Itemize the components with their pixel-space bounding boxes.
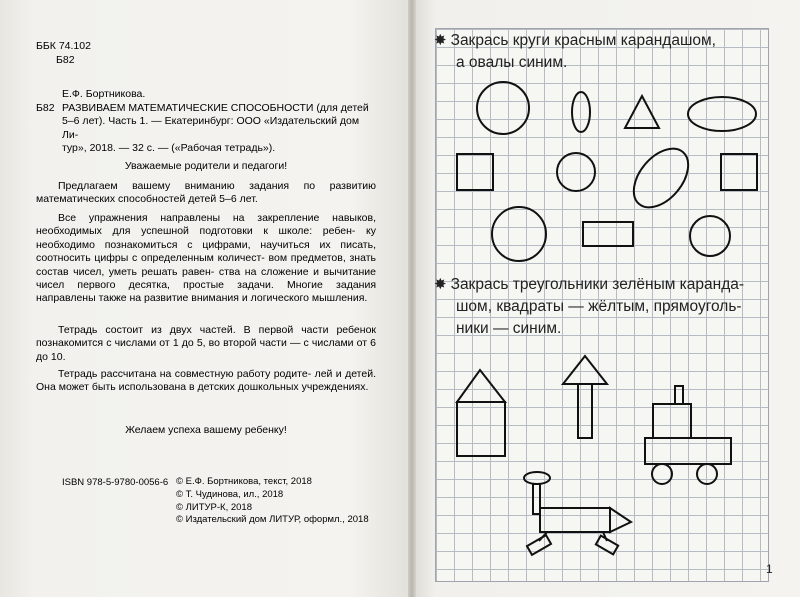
task-line: ники — синим.: [456, 320, 562, 337]
rectangle-shape[interactable]: [540, 508, 610, 532]
triangle-shape[interactable]: [457, 370, 505, 402]
text-line: лей и детей. Она может быть использована в детских: [36, 368, 376, 394]
rectangle-shape[interactable]: [645, 438, 731, 464]
copyright-line: © Т. Чудинова, ил., 2018: [176, 488, 284, 500]
text-line: Предлагаем вашему вниманию задания по развитию: [58, 180, 376, 192]
task-line: а овалы синим.: [456, 54, 568, 71]
rectangle-shape[interactable]: [583, 222, 633, 246]
rectangle-shape[interactable]: [533, 484, 540, 514]
square-shape[interactable]: [457, 402, 505, 456]
house-figure: [457, 370, 505, 456]
square-shape[interactable]: [721, 154, 757, 190]
isbn: ISBN 978-5-9780-0056-6: [62, 477, 169, 488]
page-number: 1: [766, 562, 773, 576]
circle-shape[interactable]: [492, 207, 546, 261]
text-line: Тетрадь состоит из двух частей. В первой части: [58, 324, 329, 336]
text-line: ребенок познакомится с числами от 1 до 5, во второй: [36, 324, 376, 350]
circle-shape[interactable]: [652, 464, 672, 484]
circle-shape[interactable]: [690, 216, 730, 256]
greeting-heading: Уважаемые родители и педагоги!: [124, 160, 288, 172]
copyright-block: [176, 476, 369, 527]
rectangle-shape[interactable]: [578, 384, 592, 438]
oval-shape[interactable]: [623, 138, 699, 217]
paragraph-exercises: [36, 212, 376, 306]
oval-shape[interactable]: [524, 472, 550, 484]
text-line: простые задачи. Многие задания направлены также на: [36, 279, 377, 305]
copyright-line: © Издательский дом ЛИТУР, оформл., 2018: [176, 514, 369, 526]
author-name: Е.Ф. Бортникова.: [62, 88, 146, 100]
bib-line: 5–6 лет). Часть 1. — Екатеринбург: ООО «Издательский дом Ли-: [62, 115, 360, 141]
author-code-side: Б82: [36, 102, 55, 114]
bib-line: тур», 2018. — 32 с. — («Рабочая тетрадь»).: [62, 142, 276, 155]
copyright-line: © ЛИТУР-К, 2018: [176, 501, 252, 513]
square-shape[interactable]: [457, 154, 493, 190]
paragraph-parts: [36, 324, 376, 364]
triangle-shape[interactable]: [625, 96, 659, 128]
text-line: ку необходимо познакомиться с цифрами, научиться их: [36, 225, 376, 251]
book-spine: [408, 0, 416, 597]
copyright-line: © Е.Ф. Бортникова, текст, 2018: [176, 476, 312, 487]
text-line: части — с числами от 6 до 10.: [36, 337, 376, 363]
closing-wish: Желаем успеха вашему ребенку!: [125, 424, 287, 436]
oval-shape[interactable]: [572, 92, 590, 132]
text-line: Тетрадь рассчитана на совместную работу родите-: [58, 368, 312, 380]
arrow-figure: [563, 356, 607, 438]
rectangle-shape[interactable]: [527, 535, 551, 555]
text-line: писать, соотносить цифры с определенным количест-: [36, 238, 376, 265]
horse-figure: [524, 472, 631, 555]
text-line: дошкольных учреждениях.: [237, 381, 369, 394]
triangle-shape[interactable]: [610, 508, 631, 532]
triangle-shape[interactable]: [563, 356, 607, 384]
circle-shape[interactable]: [557, 153, 595, 191]
bibliographic-record: [62, 102, 372, 156]
bib-line: РАЗВИВАЕМ МАТЕМАТИЧЕСКИЕ СПОСОБНОСТИ (для детей: [62, 102, 369, 114]
text-line: необходимых для успешной подготовки к школе: ребен-: [36, 225, 356, 238]
square-shape[interactable]: [653, 404, 691, 438]
star-icon: ✸: [434, 276, 447, 293]
task-text: Закрась круги красным карандашом,: [450, 32, 716, 49]
bbk-code: ББК 74.102: [36, 40, 91, 52]
task-line: шом, квадраты — жёлтым, прямоуголь-: [456, 298, 742, 315]
circle-shape[interactable]: [477, 82, 529, 134]
text-line: математических способностей детей 5–6 лет.: [36, 193, 258, 206]
text-line: развитие внимания и логического мышления.: [144, 292, 368, 305]
shapes-drawing: [435, 28, 767, 580]
task-text: Закрась треугольники зелёным каранда-: [450, 276, 745, 293]
author-code-top: Б82: [56, 54, 75, 66]
oval-shape[interactable]: [688, 97, 756, 131]
text-line: Все упражнения направлены на закрепление навыков,: [58, 212, 376, 224]
carriage-figure: [645, 386, 731, 484]
circle-shape[interactable]: [697, 464, 717, 484]
paragraph-usage: [36, 368, 376, 395]
rectangle-shape[interactable]: [596, 536, 618, 555]
star-icon: ✸: [434, 32, 447, 49]
text-line: вом предметов, знать состав чисел, уметь решать равен-: [36, 252, 376, 278]
paragraph-intro: [36, 180, 376, 207]
text-line: ства на сложение и вычитание чисел первого десятка,: [36, 265, 377, 292]
rectangle-shape[interactable]: [675, 386, 683, 404]
